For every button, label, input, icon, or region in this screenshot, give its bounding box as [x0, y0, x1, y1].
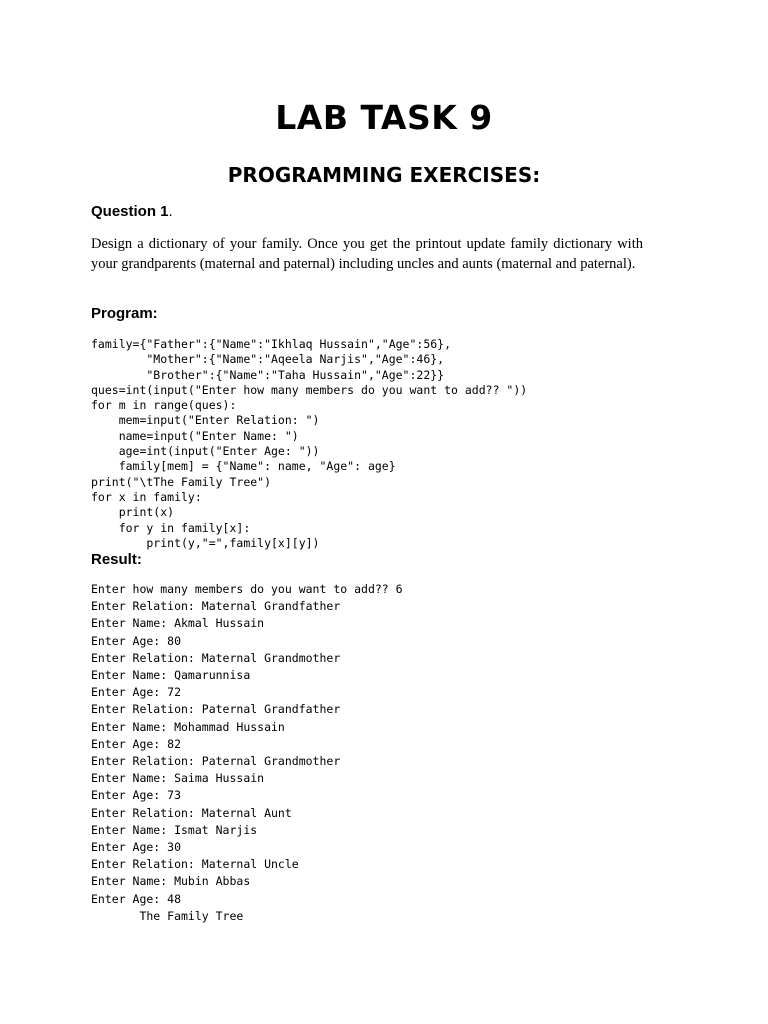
output-line: Enter Age: 82	[91, 736, 182, 751]
code-line: print("\tThe Family Tree")	[91, 474, 272, 489]
result-heading: Result:	[91, 551, 142, 568]
program-code-block	[91, 337, 527, 551]
output-line: Enter Name: Akmal Hussain	[91, 616, 265, 631]
output-line: Enter Age: 72	[91, 685, 182, 700]
output-line: Enter Age: 48	[91, 891, 182, 906]
output-line: Enter Relation: Paternal Grandmother	[91, 754, 341, 769]
output-line: Enter Relation: Paternal Grandfather	[91, 702, 341, 717]
output-line: The Family Tree	[91, 908, 244, 923]
output-line: Enter Relation: Maternal Grandmother	[91, 650, 341, 665]
output-line: Enter Name: Qamarunnisa	[91, 668, 251, 683]
code-line: family[mem] = {"Name": name, "Age": age}	[91, 459, 396, 474]
code-line: name=input("Enter Name: ")	[91, 428, 299, 443]
output-line: Enter Age: 30	[91, 840, 182, 855]
question-heading	[91, 203, 173, 220]
question-text: Design a dictionary of your family. Once you get the printout update family dictionary with your grandparents (maternal and paternal) including uncles and aunts (maternal and paternal).	[91, 236, 643, 272]
output-line: Enter Name: Ismat Narjis	[91, 822, 258, 837]
output-line: Enter Age: 80	[91, 633, 182, 648]
program-heading: Program:	[91, 305, 158, 322]
code-line: "Brother":{"Name":"Taha Hussain","Age":22}}	[91, 367, 445, 382]
result-output-block	[91, 581, 403, 925]
output-line: Enter Name: Mohammad Hussain	[91, 719, 285, 734]
code-line: age=int(input("Enter Age: "))	[91, 444, 320, 459]
output-line: Enter Relation: Maternal Uncle	[91, 857, 299, 872]
question-heading-suffix: .	[168, 203, 173, 220]
page-subtitle: PROGRAMMING EXERCISES:	[227, 163, 541, 187]
output-line: Enter Name: Mubin Abbas	[91, 874, 251, 889]
code-line: mem=input("Enter Relation: ")	[91, 413, 320, 428]
page-title: LAB TASK 9	[275, 98, 493, 137]
code-line: print(y,"=",family[x][y])	[91, 535, 320, 550]
question-heading-label: Question 1	[91, 203, 169, 220]
output-line: Enter Relation: Maternal Grandfather	[91, 599, 341, 614]
code-line: for m in range(ques):	[91, 398, 237, 413]
code-line: family={"Father":{"Name":"Ikhlaq Hussain","Age":56},	[91, 337, 452, 351]
code-line: ques=int(input("Enter how many members do you want to add?? "))	[91, 382, 528, 397]
code-line: for y in family[x]:	[91, 520, 251, 535]
output-line: Enter Relation: Maternal Aunt	[91, 805, 292, 820]
code-line: "Mother":{"Name":"Aqeela Narjis","Age":46},	[91, 352, 445, 367]
code-line: for x in family:	[91, 489, 202, 504]
output-line: Enter Age: 73	[91, 788, 182, 803]
output-line: Enter how many members do you want to add?? 6	[91, 582, 403, 596]
code-line: print(x)	[91, 505, 175, 520]
output-line: Enter Name: Saima Hussain	[91, 771, 265, 786]
